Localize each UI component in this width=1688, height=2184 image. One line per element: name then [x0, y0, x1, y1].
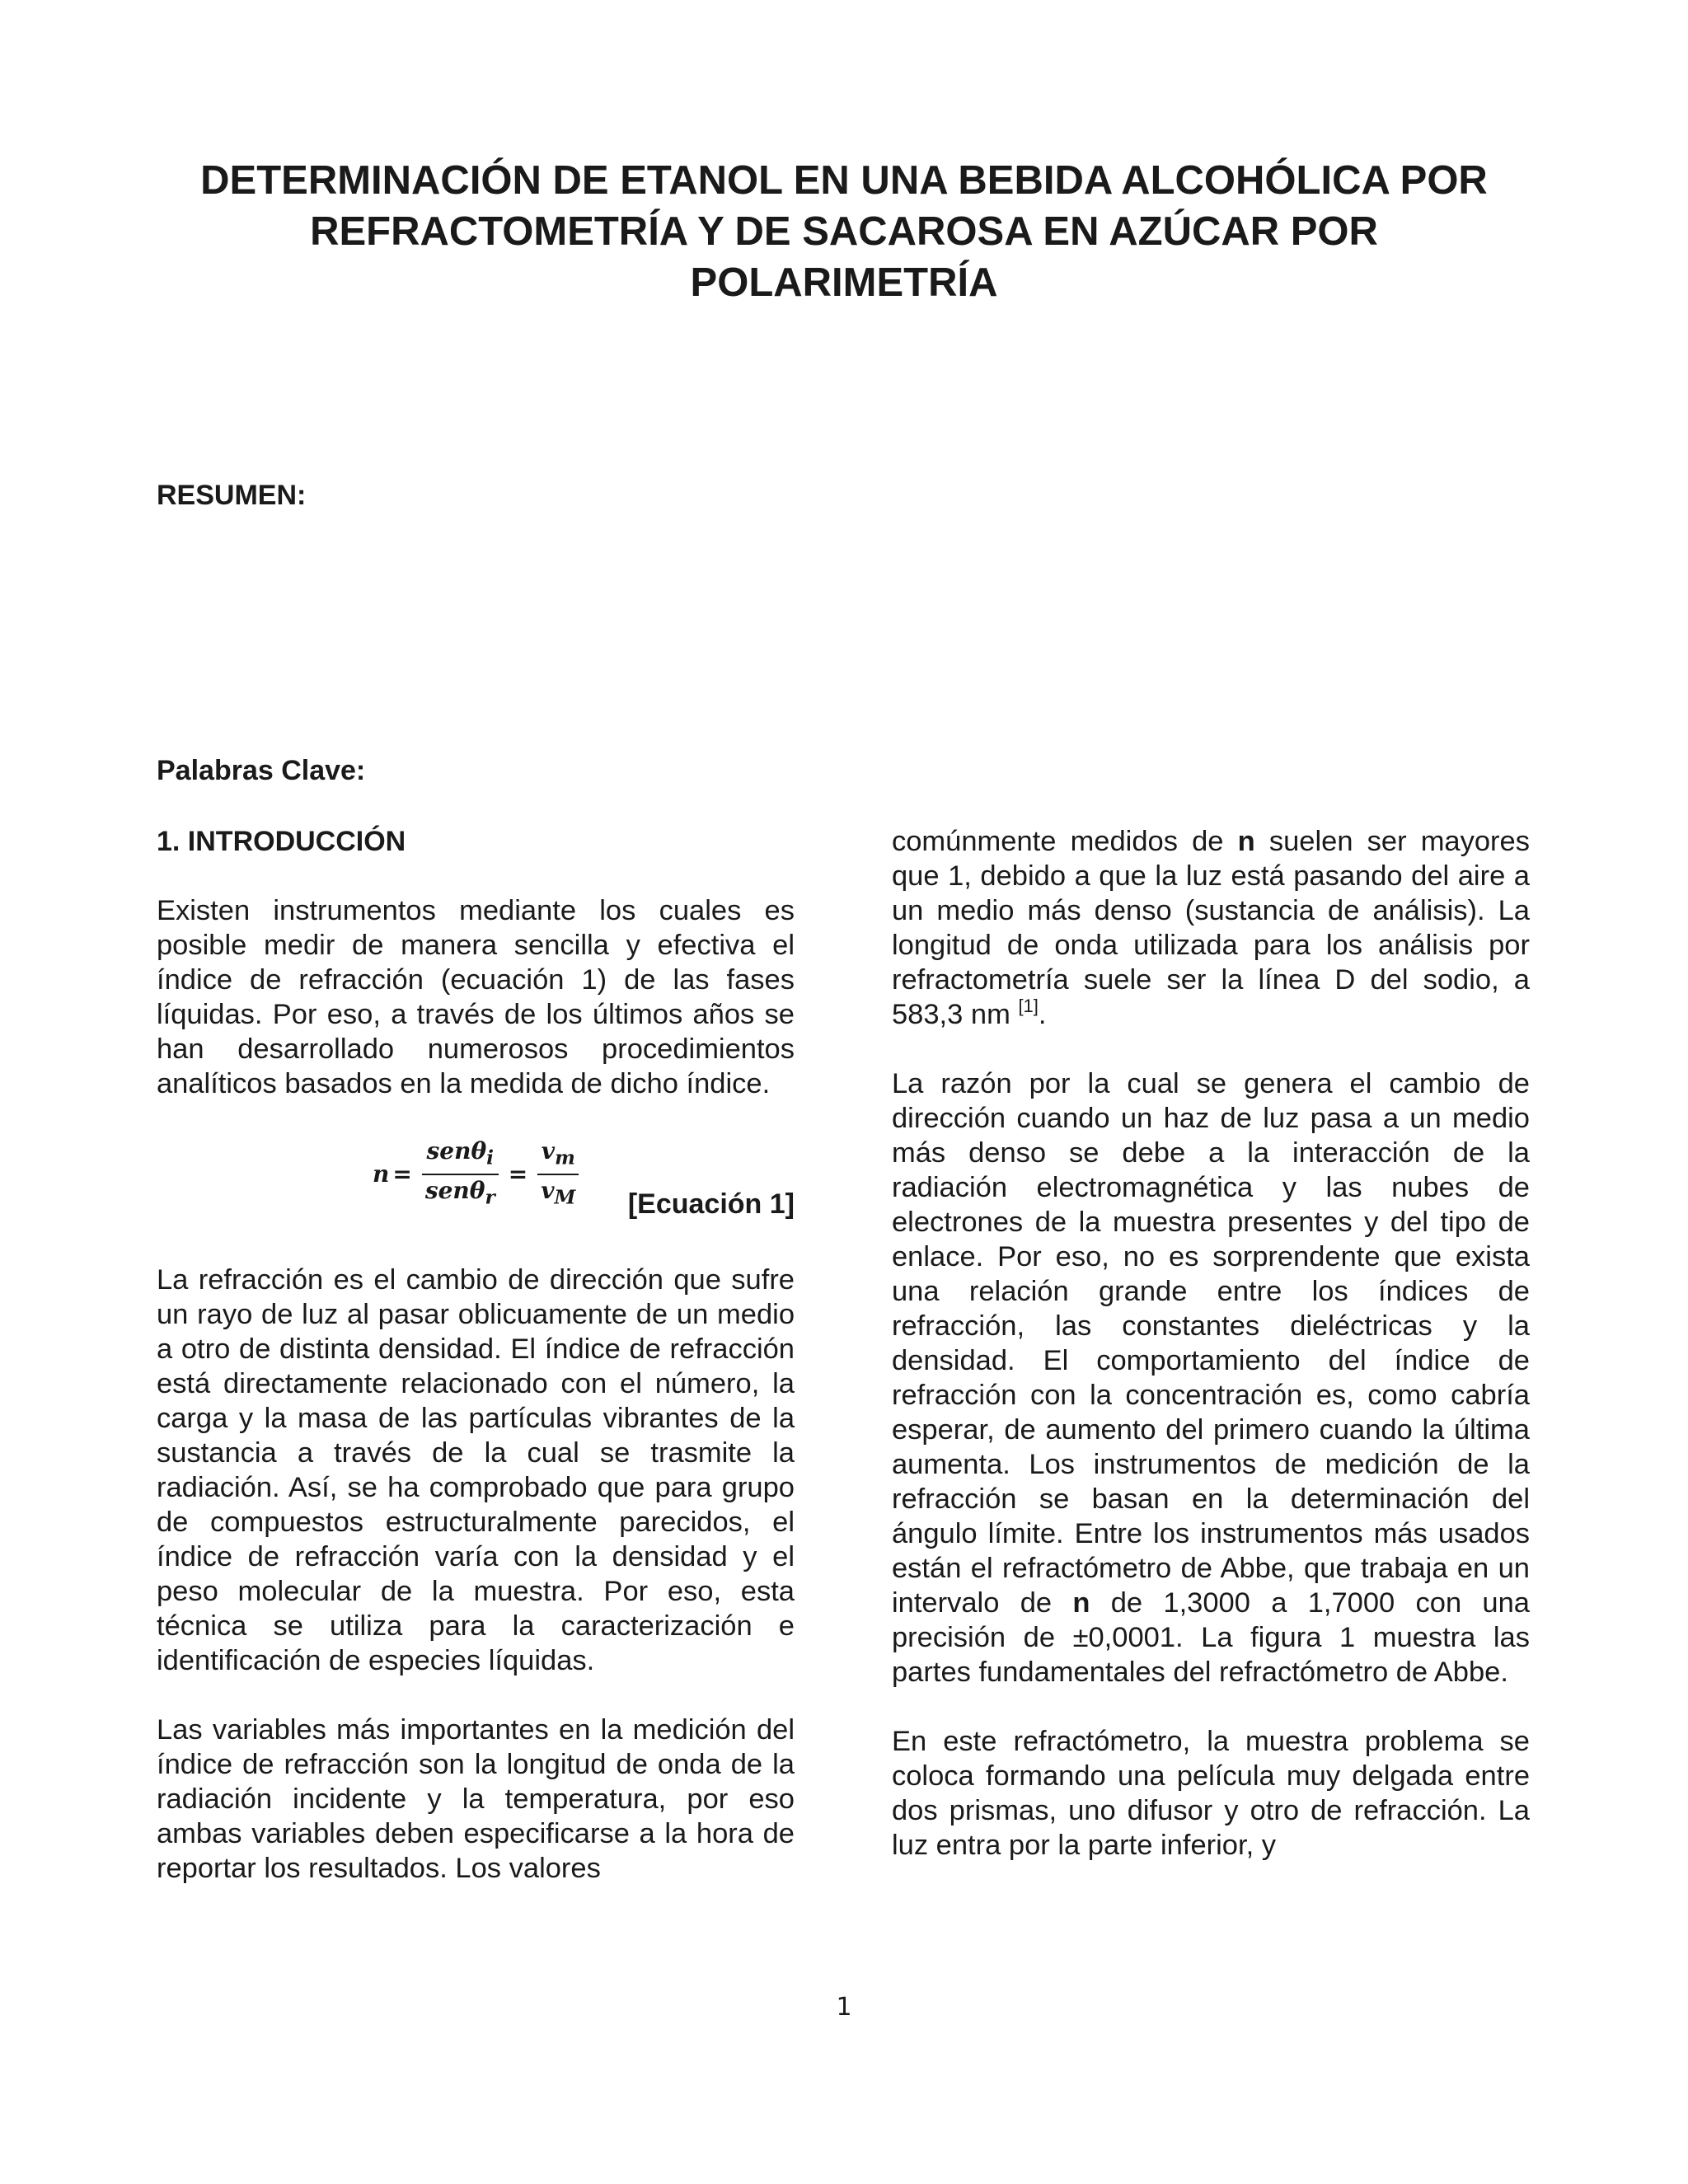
fraction-numerator: senθ$_i$ [426, 1137, 495, 1169]
fraction-denominator: $v_M$ [541, 1176, 576, 1209]
refraction-formula [373, 1136, 585, 1212]
equation-lhs: n [373, 1160, 390, 1188]
equation-label: [Ecuación 1] [627, 1188, 795, 1220]
fraction-numerator: $v_m$ [541, 1137, 575, 1169]
intro-paragraph-1: Existen instrumentos mediante los cuales es posible medir de manera sencilla y efectiva el índice de refracción (ecuación 1) de las fases líquidas. Por eso, a través de los últimos años se han desarrollado numerosos procedimientos analíticos basados en la medida de dicho índice. [157, 895, 795, 1099]
equals-sign: = [392, 1160, 412, 1188]
page-title: DETERMINACIÓN DE ETANOL EN UNA BEBIDA ALCOHÓLICA POR REFRACTOMETRÍA Y DE SACAROSA EN AZÚCAR POR POLARIMETRÍA [200, 158, 1488, 305]
intro-paragraph-3: Las variables más importantes en la medición del índice de refracción son la longitud de onda de la radiación incidente y la temperatura, por eso ambas variables deben especificarse a la hora de reportar los resultados. Los valores [157, 1714, 795, 1884]
intro-paragraph-5: La razón por la cual se genera el cambio de dirección cuando un haz de luz pasa a un medio más denso se debe a la interacción de la radiación electromagnética y las nubes de electrones de la muestra presentes y del tipo de enlace. Por eso, no es sorprendente que exista una relación grande entre los índices de refracción, las constantes dieléctricas y la densidad. El comportamiento del índice de refracción con la concentración es, como cabría esperar, de aumento del primero cuando la última aumenta. Los instrumentos de medición de la refracción se basan en la determinación del ángulo límite. Entre los instrumentos más usados están el refractómetro de Abbe, que trabaja en un intervalo de n de 1,3000 a 1,7000 con una precisión de ±0,0001. La figura 1 muestra las partes fundamentales del refractómetro de Abbe. [892, 1068, 1530, 1688]
sine-ratio-fraction [422, 1136, 499, 1212]
intro-paragraph-2: La refracción es el cambio de dirección que sufre un rayo de luz al pasar oblicuamente de un medio a otro de distinta densidad. El índice de refracción está directamente relacionado con el número, la carga y la masa de las partículas vibrantes de la sustancia a través de la cual se trasmite la radiación. Así, se ha comprobado que para grupo de compuestos estructuralmente parecidos, el índice de refracción varía con la densidad y el peso molecular de la muestra. Por eso, esta técnica se utiliza para la caracterización e identificación de especies líquidas. [157, 1264, 795, 1676]
intro-paragraph-4: comúnmente medidos de n suelen ser mayores que 1, debido a que la luz está pasando del aire a un medio más denso (sustancia de análisis). La longitud de onda utilizada para los análisis por refractometría suele ser la línea D del sodio, a 583,3 nm [1]. [892, 826, 1530, 1030]
fraction-denominator: senθ$_r$ [424, 1176, 495, 1209]
equation-1 [157, 1136, 795, 1228]
left-column [157, 824, 795, 1920]
abstract-heading: RESUMEN: [157, 480, 307, 511]
introduction-heading: 1. INTRODUCCIÓN [157, 826, 406, 857]
page-number: 1 [836, 1993, 852, 2022]
citation-superscript: [1] [1018, 996, 1039, 1016]
keywords-heading: Palabras Clave: [157, 755, 366, 786]
velocity-ratio-fraction [537, 1136, 579, 1212]
right-column [892, 824, 1530, 1897]
intro-paragraph-6: En este refractómetro, la muestra problema se coloca formando una película muy delgada entre dos prismas, uno difusor y otro de refracción. La luz entra por la parte inferior, y [892, 1726, 1530, 1861]
equals-sign: = [508, 1160, 528, 1188]
